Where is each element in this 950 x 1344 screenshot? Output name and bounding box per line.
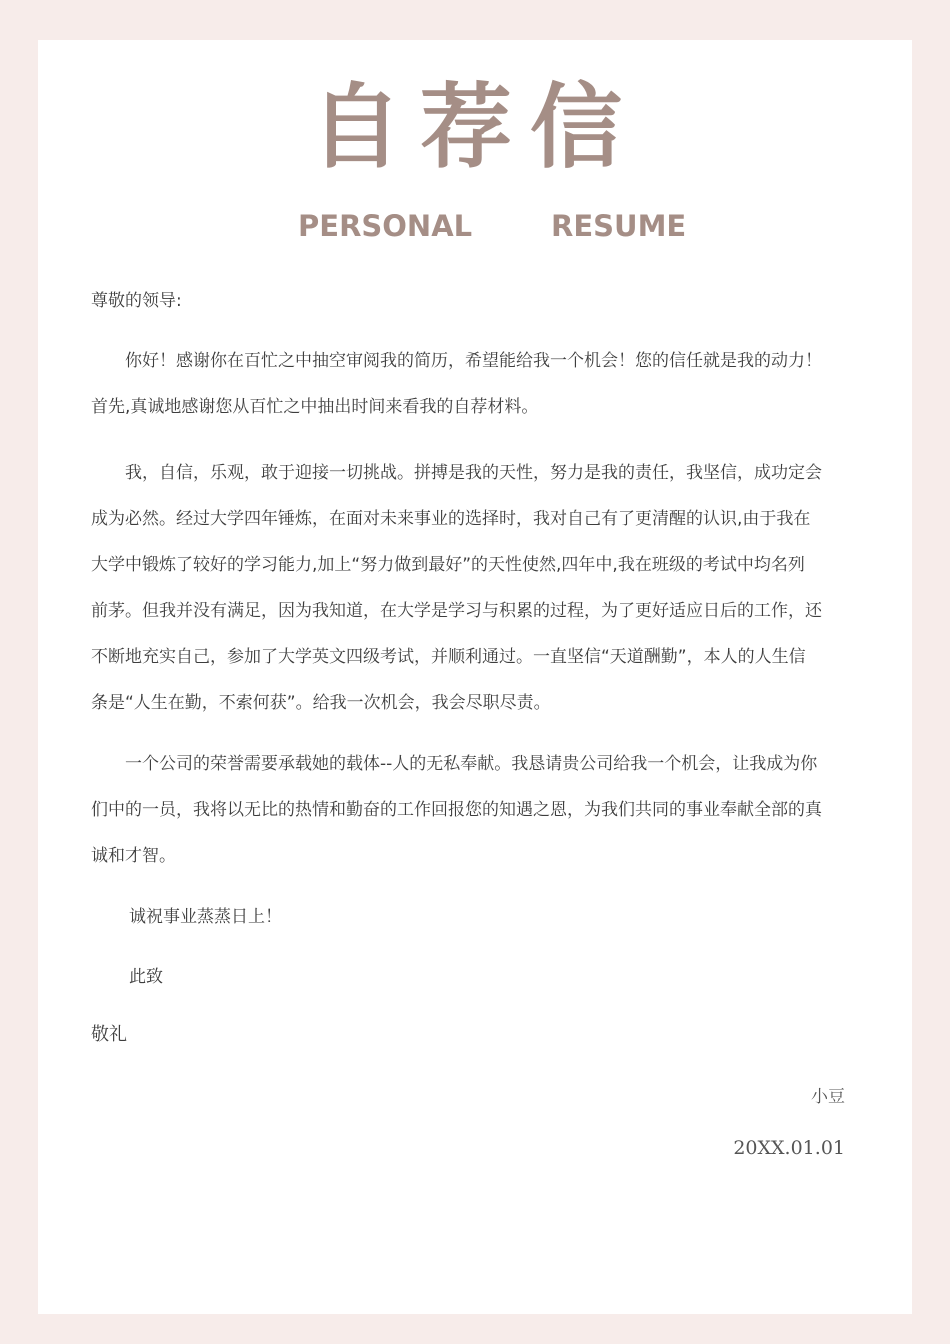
paragraph-line: 首先,真诚地感谢您从百忙之中抽出时间来看我的自荐材料。 (91, 397, 539, 417)
paragraph-line: 大学中锻炼了较好的学习能力,加上“努力做到最好”的天性使然,四年中,我在班级的考试中均名列 (91, 555, 805, 575)
wish-line: 诚祝事业蒸蒸日上！ (129, 907, 282, 927)
page-title: 自荐信 (309, 74, 640, 181)
paragraph-request (91, 741, 851, 879)
paragraph-self-intro (91, 450, 851, 726)
salutation: 尊敬的领导: (91, 291, 182, 311)
closing-jingli: 敬礼 (91, 1024, 127, 1045)
signature-date: 20XX.01.01 (733, 1137, 845, 1159)
closing-cizhi: 此致 (129, 967, 163, 987)
paragraph-line: 我，自信，乐观，敢于迎接一切挑战。拼搏是我的天性，努力是我的责任，我坚信，成功定会 (125, 463, 822, 483)
signature-name: 小豆 (811, 1087, 845, 1107)
paragraph-line: 你好！感谢你在百忙之中抽空审阅我的简历，希望能给我一个机会！您的信任就是我的动力！ (125, 351, 822, 371)
subtitle-personal: PERSONAL (298, 209, 473, 243)
paragraph-line: 一个公司的荣誉需要承载她的载体--人的无私奉献。我恳请贵公司给我一个机会，让我成为你 (125, 754, 818, 774)
paragraph-line: 条是“人生在勤，不索何获”。给我一次机会，我会尽职尽责。 (91, 693, 551, 713)
subtitle-resume: RESUME (551, 209, 687, 243)
paragraph-line: 前茅。但我并没有满足，因为我知道，在大学是学习与积累的过程，为了更好适应日后的工作，还 (91, 601, 822, 621)
paragraph-line: 诚和才智。 (91, 846, 176, 866)
paragraph-line: 不断地充实自己，参加了大学英文四级考试，并顺利通过。一直坚信“天道酬勤”，本人的人生信 (91, 647, 806, 667)
paragraph-greeting (91, 338, 851, 430)
paragraph-line: 成为必然。经过大学四年锤炼，在面对未来事业的选择时，我对自己有了更清醒的认识,由于我在 (91, 509, 811, 529)
paragraph-line: 们中的一员，我将以无比的热情和勤奋的工作回报您的知遇之恩，为我们共同的事业奉献全部的真 (91, 800, 822, 820)
